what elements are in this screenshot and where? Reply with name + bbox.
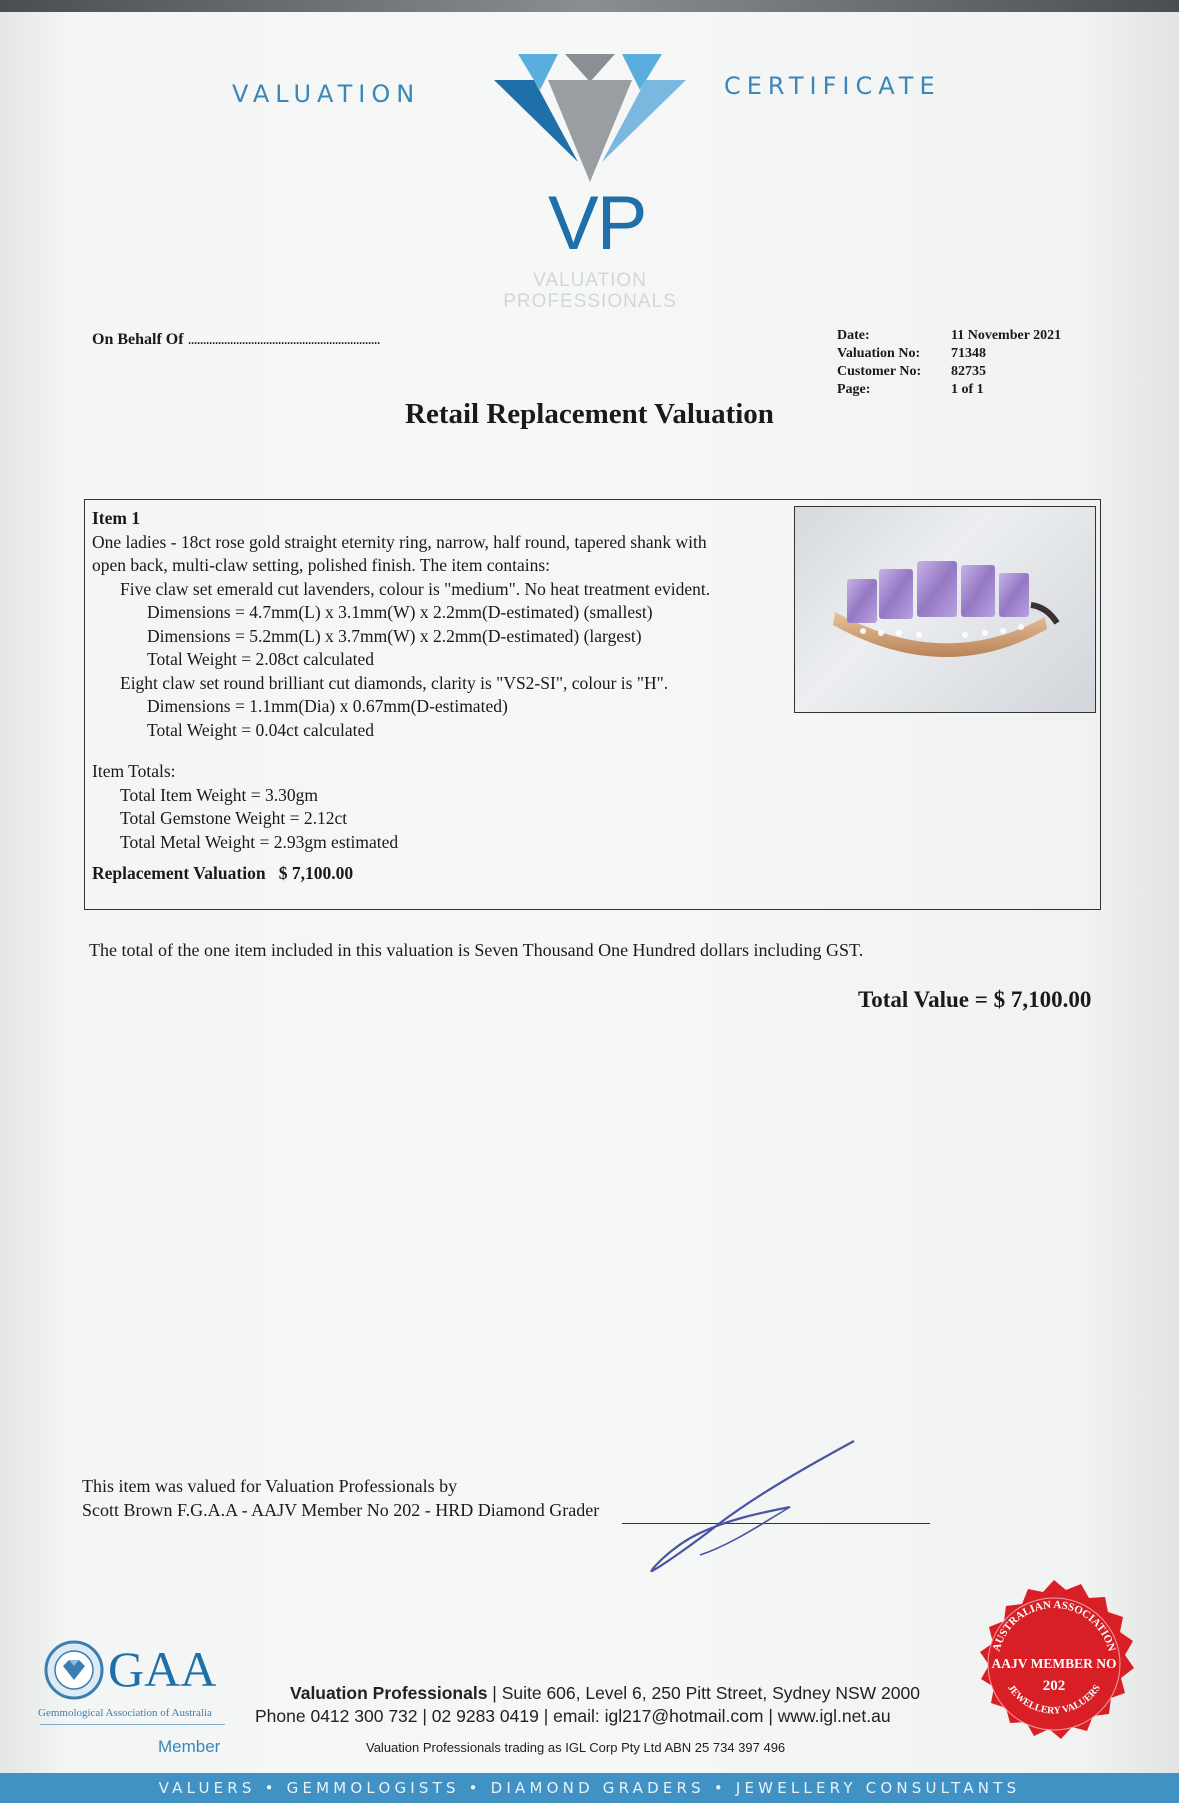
footer-trading: Valuation Professionals trading as IGL Corp Pty Ltd ABN 25 734 397 496 — [366, 1740, 786, 1755]
gem1-weight: Total Weight = 2.08ct calculated — [147, 649, 375, 669]
gaa-emblem-icon — [44, 1640, 104, 1700]
item-heading: Item 1 — [92, 508, 141, 528]
total-metal-weight: Total Metal Weight = 2.93gm estimated — [120, 831, 399, 852]
valuation-no-value: 71348 — [951, 346, 986, 361]
gaa-member: Member — [158, 1737, 221, 1756]
footer-tagline-bar: VALUERS • GEMMOLOGISTS • DIAMOND GRADERS • JEWELLERY CONSULTANTS — [0, 1773, 1179, 1803]
item-description-line-2: open back, multi-claw setting, polished finish. The item contains: — [92, 555, 550, 575]
replacement-valuation-label: Replacement Valuation — [92, 863, 266, 883]
total-gemstone-weight: Total Gemstone Weight = 2.12ct — [120, 808, 348, 828]
ring-photo — [794, 506, 1096, 713]
gaa-divider — [40, 1724, 225, 1725]
date-value: 11 November 2021 — [951, 328, 1062, 343]
meta-block — [837, 327, 1081, 399]
item-totals-heading: Item Totals: — [92, 761, 176, 781]
footer-contact: Phone 0412 300 732 | 02 9283 0419 | email: igl217@hotmail.com | www.igl.net.au — [255, 1706, 891, 1726]
gem1-dim-large: Dimensions = 5.2mm(L) x 3.7mm(W) x 2.2mm(D-estimated) (largest) — [147, 625, 642, 646]
footer-address-text: | Suite 606, Level 6, 250 Pitt Street, Sydney NSW 2000 — [487, 1683, 920, 1703]
gaa-letters: GAA — [108, 1641, 217, 1697]
valuation-no-label: Valuation No: — [837, 346, 921, 361]
date-label: Date: — [837, 328, 870, 343]
logo-subtitle — [480, 270, 700, 312]
item-box — [84, 499, 1101, 910]
footer-address — [290, 1683, 920, 1704]
document-title: Retail Replacement Valuation — [405, 398, 774, 430]
replacement-valuation — [92, 862, 792, 886]
customer-no-label: Customer No: — [837, 364, 922, 379]
seal-top-arc: AUSTRALIAN ASSOCIATION — [990, 1598, 1118, 1653]
footer-company: Valuation Professionals — [290, 1683, 488, 1703]
diamond-logo-icon — [490, 50, 690, 185]
aajv-seal — [968, 1578, 1140, 1750]
replacement-valuation-value: $ 7,100.00 — [278, 863, 354, 883]
logo-subtitle-1: VALUATION — [533, 270, 647, 291]
gem2-line: Eight claw set round brilliant cut diamonds, clarity is "VS2-SI", colour is "H". — [120, 672, 669, 693]
seal-line-2: 202 — [1042, 1678, 1066, 1694]
on-behalf-dots: ................................................................ — [187, 331, 380, 348]
logo-subtitle-2: PROFESSIONALS — [503, 291, 677, 312]
signature-line-1: This item was valued for Valuation Professionals by — [82, 1476, 458, 1496]
handwritten-signature — [640, 1435, 870, 1575]
gem2-dim: Dimensions = 1.1mm(Dia) x 0.67mm(D-estimated) — [147, 696, 508, 716]
customer-no-value: 82735 — [951, 364, 986, 379]
header-certificate-word: CERTIFICATE — [724, 72, 941, 100]
gaa-subtitle: Gemmological Association of Australia — [38, 1707, 212, 1719]
total-value: Total Value = $ 7,100.00 — [858, 987, 1092, 1012]
gem1-line: Five claw set emerald cut lavenders, colour is "medium". No heat treatment evident. — [120, 578, 711, 599]
signature-block — [82, 1474, 599, 1522]
item-description-line-1: One ladies - 18ct rose gold straight eternity ring, narrow, half round, tapered shank with — [92, 531, 707, 552]
on-behalf-label: On Behalf Of — [92, 331, 184, 348]
gem2-weight: Total Weight = 0.04ct calculated — [147, 719, 375, 740]
top-edge — [0, 0, 1179, 12]
page-value: 1 of 1 — [951, 382, 984, 397]
gem1-dim-small: Dimensions = 4.7mm(L) x 3.1mm(W) x 2.2mm(D-estimated) (smallest) — [147, 602, 653, 622]
item-description — [92, 507, 792, 886]
ring-image-icon — [795, 507, 1095, 712]
signature-line-2: Scott Brown F.G.A.A - AAJV Member No 202 - HRD Diamond Grader — [82, 1500, 600, 1520]
page-label: Page: — [837, 382, 871, 397]
total-item-weight: Total Item Weight = 3.30gm — [120, 784, 318, 805]
on-behalf-of — [92, 331, 380, 349]
summary-sentence: The total of the one item included in this valuation is Seven Thousand One Hundred dollars including GST. — [89, 940, 864, 960]
logo-vp-letters: VP — [548, 181, 646, 266]
seal-line-1: AAJV MEMBER NO — [991, 1656, 1117, 1671]
header-valuation-word: VALUATION — [232, 80, 421, 108]
seal-bottom-arc: JEWELLERY VALUERS — [1005, 1682, 1103, 1717]
